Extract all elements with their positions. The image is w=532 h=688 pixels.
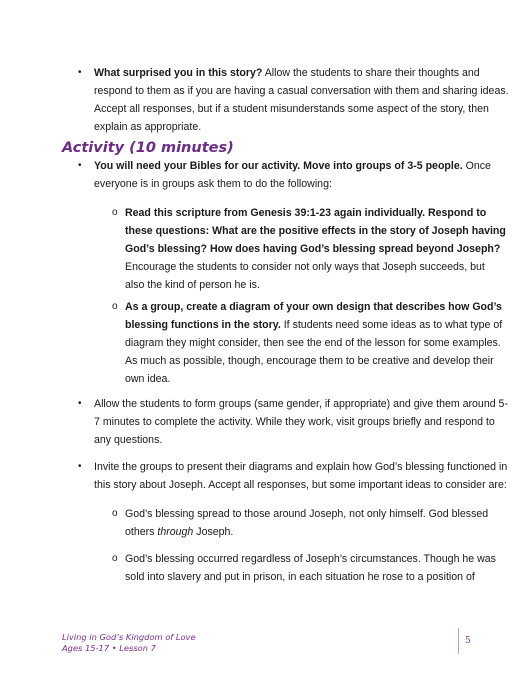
bullet4-line1: Invite the groups to present their diagrams and explain how God’s blessing functioned in xyxy=(94,461,508,473)
sub1-line5: also the kind of person he is. xyxy=(125,279,260,291)
bullet-marker: • xyxy=(78,461,82,472)
footer-title: Living in God’s Kingdom of Love xyxy=(62,632,196,642)
bullet-marker: • xyxy=(78,160,82,171)
sub-bullet-marker: o xyxy=(112,553,118,564)
sub2-line2 xyxy=(125,316,502,334)
sub1-line1: Read this scripture from Genesis 39:1-23 again individually. Respond to xyxy=(125,207,487,219)
activity-heading: Activity (10 minutes) xyxy=(62,140,234,156)
page-number: 5 xyxy=(465,636,471,646)
sub3-line2 xyxy=(125,523,233,541)
bullet-marker: • xyxy=(78,67,82,78)
footer-divider xyxy=(458,628,459,654)
sub-bullet-marker: o xyxy=(112,301,118,312)
bullet2-line2: everyone is in groups ask them to do the following: xyxy=(94,178,332,190)
bullet1-line1 xyxy=(94,64,480,82)
sub2-line5: own idea. xyxy=(125,373,171,385)
bullet-marker: • xyxy=(78,398,82,409)
sub2-line3: diagram they might consider, then see the end of the lesson for some examples. xyxy=(125,337,501,349)
sub2-line1: As a group, create a diagram of your own design that describes how God’s xyxy=(125,301,502,313)
bullet1-text: Allow the students to share their thoughts and xyxy=(262,67,480,79)
bullet1-line2: respond to them as if you are having a casual conversation with them and sharing ideas. xyxy=(94,85,509,97)
sub4-line1: God’s blessing occurred regardless of Joseph’s circumstances. Though he was xyxy=(125,553,496,565)
bullet1-line3: Accept all responses, but if a student misunderstands some aspect of the story, then xyxy=(94,103,489,115)
sub3-text-b: Joseph. xyxy=(193,526,234,538)
sub1-line3: God’s blessing? How does having God’s blessing spread beyond Joseph? xyxy=(125,243,501,255)
sub1-line4: Encourage the students to consider not only ways that Joseph succeeds, but xyxy=(125,261,485,273)
sub1-line2: these questions: What are the positive effects in the story of Joseph having xyxy=(125,225,506,237)
sub2-line2-bold: blessing functions in the story. xyxy=(125,319,281,331)
sub-bullet-marker: o xyxy=(112,207,118,218)
bullet2-text: Once xyxy=(462,160,491,172)
sub2-line2-text: If students need some ideas as to what type of xyxy=(280,319,503,331)
bullet1-line4: explain as appropriate. xyxy=(94,121,202,133)
sub4-line2: sold into slavery and put in prison, in each situation he rose to a position of xyxy=(125,571,475,583)
sub-bullet-marker: o xyxy=(112,508,118,519)
footer-subtitle: Ages 15-17 • Lesson 7 xyxy=(62,643,156,653)
sub2-line4: As much as possible, though, encourage them to be creative and develop their xyxy=(125,355,494,367)
bullet2-line1 xyxy=(94,157,491,175)
sub3-italic: through xyxy=(157,526,194,538)
bullet3-line1: Allow the students to form groups (same gender, if appropriate) and give them around 5- xyxy=(94,398,508,410)
bullet4-line2: this story about Joseph. Accept all responses, but some important ideas to consider are: xyxy=(94,479,507,491)
bullet3-line2: 7 minutes to complete the activity. While they work, visit groups briefly and respond to xyxy=(94,416,495,428)
bullet2-lead: You will need your Bibles for our activity. Move into groups of 3-5 people. xyxy=(94,160,463,172)
bullet1-lead: What surprised you in this story? xyxy=(94,67,263,79)
bullet3-line3: any questions. xyxy=(94,434,163,446)
sub3-text-a: others xyxy=(125,526,158,538)
sub3-line1: God’s blessing spread to those around Joseph, not only himself. God blessed xyxy=(125,508,489,520)
